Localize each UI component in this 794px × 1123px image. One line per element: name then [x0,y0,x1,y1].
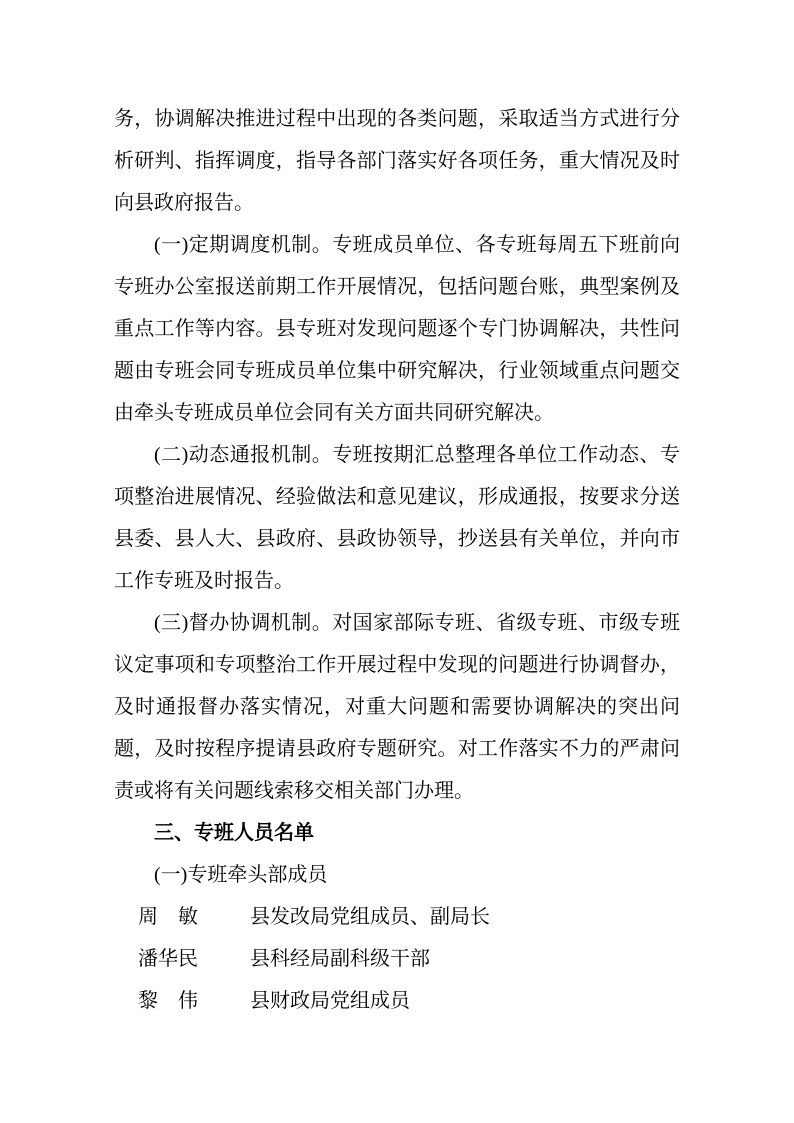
body-paragraph-mechanism-1: (一)定期调度机制。专班成员单位、各专班每周五下班前向专班办公室报送前期工作开展情况，包括问题台账，典型案例及重点工作等内容。县专班对发现问题逐个专门协调解决，共性问题由专班会同专班成员单位集中研究解决，行业领域重点问题交由牵头专班成员单位会同有关方面共同研究解决。 [114,234,680,424]
section-heading-roster: 三、专班人员名单 [154,822,314,844]
document-content [114,98,680,1022]
body-paragraph-mechanism-2: (二)动态通报机制。专班按期汇总整理各单位工作动态、专项整治进展情况、经验做法和意见建议，形成通报，按要求分送县委、县人大、县政府、县政协领导，抄送县有关单位，并向市工作专班及时报告。 [114,444,680,592]
roster-member-name: 周 敏 [138,906,198,928]
body-paragraph-mechanism-3: (三)督办协调机制。对国家部际专班、省级专班、市级专班议定事项和专项整治工作开展过程中发现的问题进行协调督办，及时通报督办落实情况，对重大问题和需要协调解决的突出问题，及时按程序提请县政府专题研究。对工作落实不力的严肃问责或将有关问题线索移交相关部门办理。 [114,612,680,802]
roster-row [138,980,680,1022]
roster-member-title: 县发改局党组成员、副局长 [250,906,490,928]
roster-member-title: 县科经局副科级干部 [250,948,430,970]
roster-row [138,938,680,980]
roster-row [138,896,680,938]
roster-member-name: 黎 伟 [138,990,198,1012]
roster-member-name: 潘华民 [138,948,198,970]
body-paragraph-continuation: 务，协调解决推进过程中出现的各类问题，采取适当方式进行分析研判、指挥调度，指导各部门落实好各项任务，重大情况及时向县政府报告。 [114,108,680,214]
roster-member-title: 县财政局党组成员 [250,990,410,1012]
sub-heading-lead-members: (一)专班牵头部成员 [154,864,328,886]
